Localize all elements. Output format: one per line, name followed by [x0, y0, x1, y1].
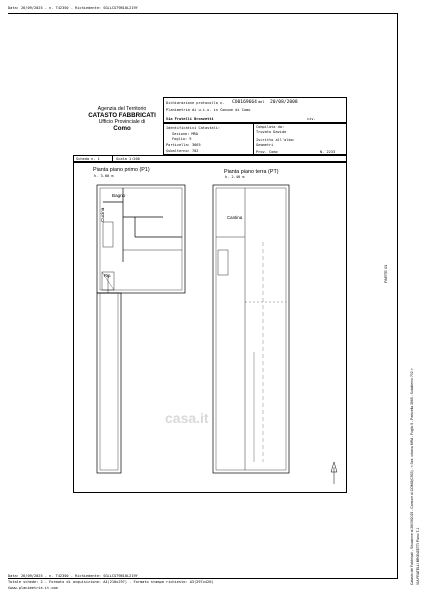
declaration-protocol: CO0169664 — [232, 100, 257, 105]
prov-label: Prov. Como — [256, 150, 278, 154]
declaration-date: 20/08/2008 — [270, 100, 298, 105]
identificativi-title: Identificativi Catastali: — [166, 126, 221, 130]
first-floor-lower-block — [97, 293, 121, 473]
civ-label: civ. — [307, 117, 316, 121]
frame-top — [8, 13, 398, 14]
scheda-label: Scheda n. 1 — [76, 156, 100, 161]
subalterno: Subalterno: 702 — [166, 149, 199, 153]
watermark-logo: casa.it — [165, 410, 209, 426]
scala-label: Scala 1:200 — [116, 156, 140, 161]
frame-right — [397, 13, 398, 579]
stair — [218, 250, 228, 275]
print-details: Totale schede: 2 - Formato di acquisizione: A4(210x297) - Formato stampa richiesto: A3(297x420) — [8, 580, 214, 584]
agency-line2: CATASTO FABBRICATI — [88, 112, 156, 119]
terra-title: Pianta piano terra (PT) — [224, 169, 279, 175]
compilata-name: Trovato Davide — [256, 130, 287, 134]
compilata-label: Compilata da: — [256, 125, 285, 129]
declaration-del-label: del — [258, 100, 265, 104]
stair — [103, 222, 113, 247]
side-text-right: Catasto dei Fabbricati - Situazione al 26/09/2025 - Comune di COMO(C933) - < Sez. urbana MRA - Foglio 9 - Particella 3665 - Subalterno 702 > — [410, 368, 414, 585]
identificativi-divider — [253, 123, 254, 155]
frame-bottom — [8, 578, 398, 579]
ground-floor-inner — [216, 188, 286, 470]
primo-height: h. 3.00 m — [94, 174, 114, 178]
terra-height: h. 2.40 m — [225, 175, 245, 179]
iscritto-label: Iscritto all'albo: — [256, 138, 295, 142]
planimetria-label: Planimetria di u.i.u. in Comune di Como — [166, 108, 251, 112]
room-rip: Rip. — [104, 273, 112, 278]
particella: Particella: 3665 — [166, 143, 201, 147]
plan-first-floor — [97, 185, 185, 473]
side-stamp: PARTE 01 — [383, 264, 388, 283]
first-floor-upper-inner — [100, 188, 182, 290]
n-label: N. 2233 — [320, 150, 336, 154]
scheda-divider — [112, 155, 113, 162]
ground-floor-outer — [213, 185, 289, 473]
agency-line4: Como — [113, 125, 131, 132]
via-label: Via Fratelli Bronzetti — [166, 117, 214, 121]
print-watermark-line: ©www.planimetrie.it.com — [8, 586, 58, 590]
scheda-box — [73, 155, 347, 162]
foglio: Foglio: 9 — [172, 137, 192, 141]
room-bagno: Bagno — [112, 193, 126, 198]
print-header-bottom: Data: 26/09/2025 - n. T42350 - Richiedente: SGLLCG79B10L219Y — [8, 574, 138, 578]
primo-title: Pianta piano primo (P1) — [93, 167, 150, 173]
print-header-top: Data: 26/09/2025 - n. T42350 - Richiedente: SGLLCG79B10L219Y — [8, 6, 138, 10]
declaration-label: Dichiarazione protocollo n. — [166, 101, 225, 105]
iscritto-value: Geometri — [256, 143, 274, 147]
floor-plans — [73, 162, 347, 493]
plan-ground-floor — [213, 185, 337, 484]
room-cantina: Cantina — [227, 215, 243, 220]
agency-block — [82, 106, 162, 132]
side-text-right-2: VIA FRATELLI BRONZETTI Piano T-1 — [416, 527, 420, 585]
agency-line1: Agenzia del Territorio — [97, 106, 147, 112]
room-cucina: Cucina — [100, 207, 105, 222]
sezione: Sezione: MRA — [172, 132, 198, 136]
agency-line3: Ufficio Provinciale di — [98, 119, 146, 125]
first-floor-lower-inner — [100, 293, 118, 470]
